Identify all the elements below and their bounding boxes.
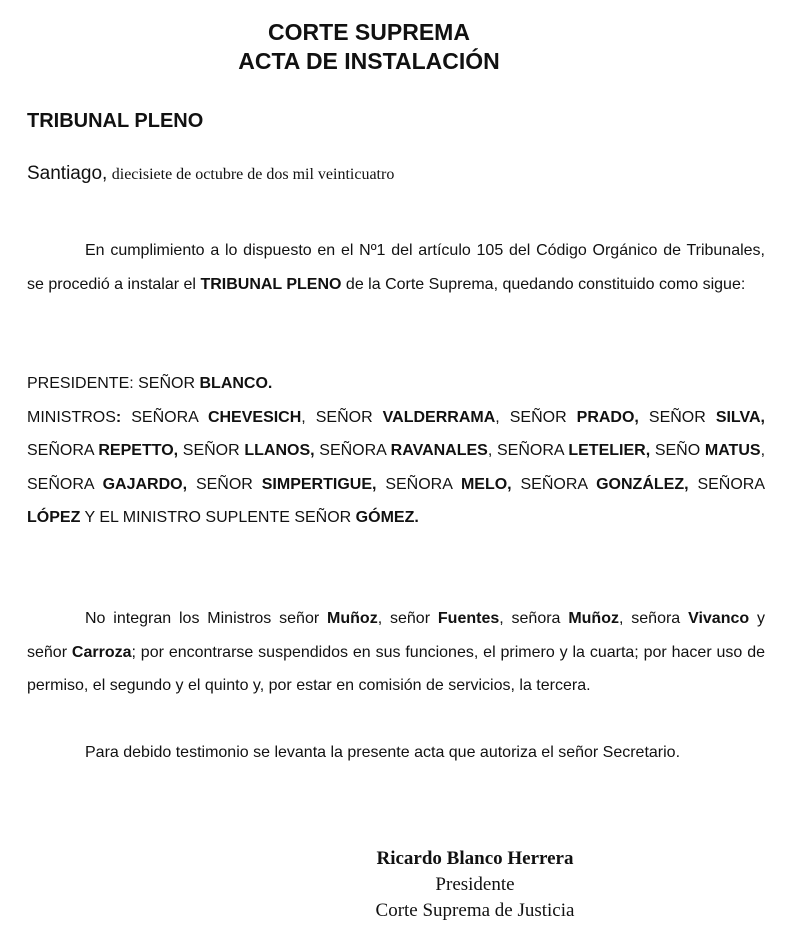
paragraph-text: En cumplimiento a lo dispuesto en el Nº1 del artículo 105 del Código Orgánico de Tribunales, se procedió a instalar el [27,242,765,293]
minister-title: SEÑORA [511,475,597,493]
minister-title: SEÑO [650,442,705,459]
minister-title: SEÑORA [27,442,99,459]
president-label: PRESIDENTE: SEÑOR [27,375,200,392]
minister-name: LETELIER, [568,442,651,459]
minister-name: LLANOS, [244,442,315,459]
signatory-institution: Corte Suprema de Justicia [375,900,575,921]
paragraph-text: y señor [27,610,766,661]
absent-minister-name: Fuentes [437,610,500,627]
minister-title: SEÑOR [638,408,716,426]
absent-minister-name: Carroza [71,643,132,661]
paragraph-text: , señora [499,610,569,627]
paragraph-text: de la Corte Suprema, quedando constituido como sigue: [341,275,746,293]
minister-name: MELO, [460,475,512,493]
minister-name: LÓPEZ [27,509,81,526]
minister-title: SEÑORA [121,408,208,426]
date-city: Santiago, [27,163,108,184]
paragraph-text: , señor [377,610,438,627]
paragraph-installation [27,234,765,301]
minister-title: , SEÑORA [27,442,766,493]
tribunal-pleno-bold: TRIBUNAL PLENO [200,275,342,293]
date-line [27,163,394,185]
minister-list [27,409,765,527]
ministers-label: MINISTROS [27,408,116,426]
minister-name: REPETTO, [98,442,179,459]
absent-minister-name: Muñoz [327,610,378,627]
minister-title: SEÑOR [178,442,245,459]
minister-title: , SEÑOR [495,408,577,426]
minister-name: SILVA, [715,408,765,426]
minister-name: RAVANALES [390,442,488,459]
paragraph-text: ; por encontrarse suspendidos en sus funciones, el primero y la cuarta; por hacer uso de permiso, el segundo y el quinto y, por estar en comisión de servicios, la tercera. [27,643,766,694]
minister-name: GAJARDO, [102,475,188,493]
president-name: BLANCO. [199,375,273,392]
minister-title: SEÑORA [376,475,461,493]
signatory-name: Ricardo Blanco Herrera [376,848,574,869]
minister-title: SEÑORA [688,475,766,493]
minister-name: SIMPERTIGUE, [261,475,377,493]
signatory-role: Presidente [435,874,515,895]
minister-title: Y EL MINISTRO SUPLENTE SEÑOR [80,509,356,526]
title-line-2: ACTA DE INSTALACIÓN [238,48,500,74]
minister-name: PRADO, [576,408,639,426]
paragraph-composition [27,367,765,535]
minister-title: SEÑOR [187,475,262,493]
absent-minister-name: Muñoz [568,610,619,627]
minister-title: , SEÑOR [301,408,383,426]
signature-block [330,846,620,924]
paragraph-text: , señora [618,610,689,627]
minister-title: , SEÑORA [487,442,569,459]
paragraph-absences [27,602,765,703]
minister-title: SEÑORA [314,442,391,459]
document-title [0,18,765,76]
minister-name: GONZÁLEZ, [596,475,689,493]
title-line-1: CORTE SUPREMA [268,19,470,45]
minister-name: VALDERRAMA [382,408,496,426]
paragraph-text: No integran los Ministros señor [85,610,328,627]
minister-name: MATUS [704,442,761,459]
section-heading: TRIBUNAL PLENO [27,110,204,132]
minister-name: GÓMEZ. [355,509,419,526]
ministers-colon: : [115,408,122,426]
minister-name: CHEVESICH [207,408,302,426]
date-text: diecisiete de octubre de dos mil veinticuatro [111,166,395,183]
absent-minister-name: Vivanco [688,610,750,627]
paragraph-testimony: Para debido testimonio se levanta la presente acta que autoriza el señor Secretario. [85,744,681,761]
